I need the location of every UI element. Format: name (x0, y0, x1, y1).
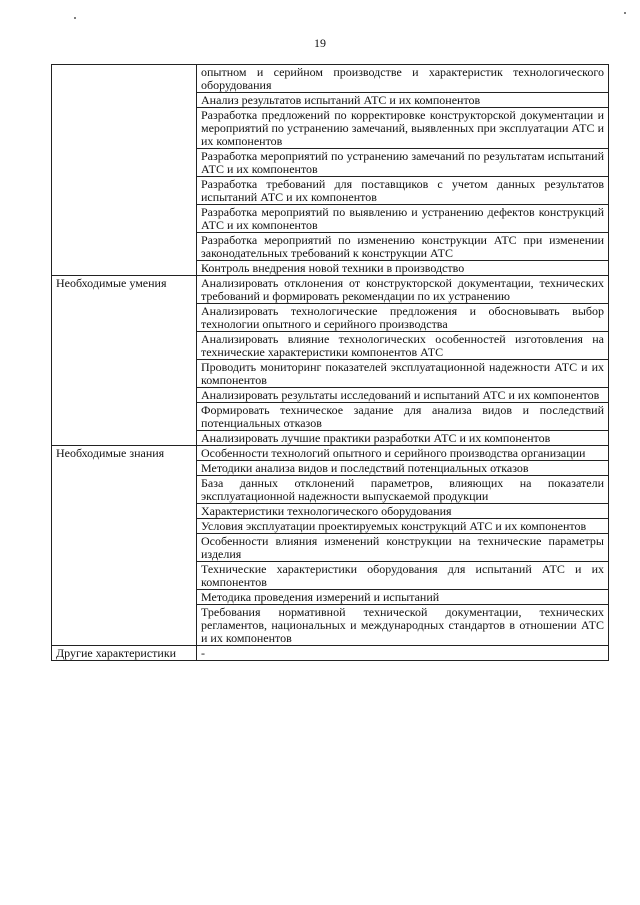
table-cell: Разработка мероприятий по устранению замечаний по результатам испытаний АТС и их компонентов (197, 149, 609, 177)
table-cell: Требования нормативной технической документации, технических регламентов, национальных и международных стандартов в отношении АТС и их компонентов (197, 605, 609, 646)
table-cell: Характеристики технологического оборудования (197, 504, 609, 519)
table-cell: Анализировать отклонения от конструкторской документации, технических требований и формировать рекомендации по их устранению (197, 276, 609, 304)
table-row (52, 276, 609, 304)
table-row (52, 65, 609, 93)
table-cell: Особенности технологий опытного и серийного производства организации (197, 446, 609, 461)
section-label (52, 65, 197, 276)
scan-speck (74, 17, 76, 19)
table-cell: Анализировать влияние технологических особенностей изготовления на технические характеристики компонентов АТС (197, 332, 609, 360)
table-cell: Анализировать технологические предложения и обосновывать выбор технологии опытного и серийного производства (197, 304, 609, 332)
table-cell: Анализировать лучшие практики разработки АТС и их компонентов (197, 431, 609, 446)
table-row (52, 646, 609, 661)
table-cell: Разработка предложений по корректировке конструкторской документации и мероприятий по устранению замечаний, выявленных при эксплуатации АТС и их компонентов (197, 108, 609, 149)
requirements-table (51, 64, 609, 661)
table-cell: опытном и серийном производстве и характеристик технологического оборудования (197, 65, 609, 93)
table-row (52, 446, 609, 461)
table-cell: - (197, 646, 609, 661)
table-cell: Методики анализа видов и последствий потенциальных отказов (197, 461, 609, 476)
table-cell: Контроль внедрения новой техники в производство (197, 261, 609, 276)
table-cell: Формировать техническое задание для анализа видов и последствий потенциальных отказов (197, 403, 609, 431)
table-cell: База данных отклонений параметров, влияющих на показатели эксплуатационной надежности выпускаемой продукции (197, 476, 609, 504)
table-cell: Анализ результатов испытаний АТС и их компонентов (197, 93, 609, 108)
table-cell: Условия эксплуатации проектируемых конструкций АТС и их компонентов (197, 519, 609, 534)
section-label: Необходимые умения (52, 276, 197, 446)
table-cell: Особенности влияния изменений конструкции на технические параметры изделия (197, 534, 609, 562)
table-cell: Разработка мероприятий по изменению конструкции АТС при изменении законодательных требований к конструкции АТС (197, 233, 609, 261)
table-cell: Проводить мониторинг показателей эксплуатационной надежности АТС и их компонентов (197, 360, 609, 388)
section-label: Другие характеристики (52, 646, 197, 661)
table-cell: Разработка требований для поставщиков с учетом данных результатов испытаний АТС и их компонентов (197, 177, 609, 205)
table-cell: Анализировать результаты исследований и испытаний АТС и их компонентов (197, 388, 609, 403)
scan-speck (624, 12, 626, 14)
table-cell: Технические характеристики оборудования для испытаний АТС и их компонентов (197, 562, 609, 590)
table-cell: Разработка мероприятий по выявлению и устранению дефектов конструкций АТС и их компонентов (197, 205, 609, 233)
table-cell: Методика проведения измерений и испытаний (197, 590, 609, 605)
section-label: Необходимые знания (52, 446, 197, 646)
page-number: 19 (314, 36, 326, 50)
